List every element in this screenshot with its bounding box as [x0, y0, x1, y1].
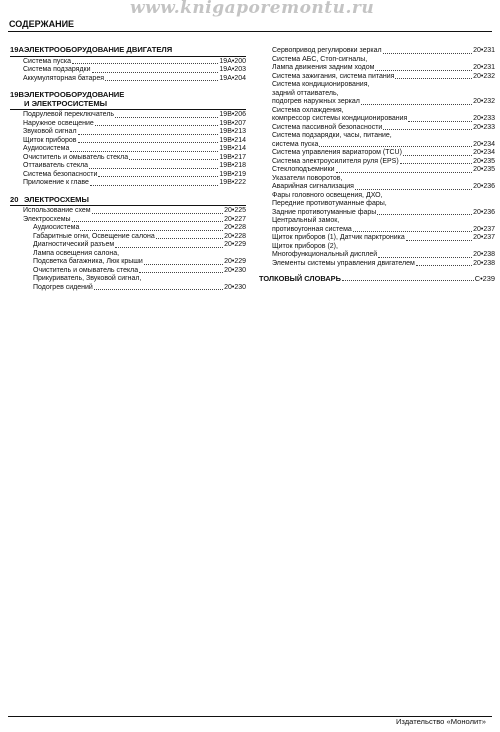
section-19b-title-line2: И ЭЛЕКТРОСИСТЕМЫ: [24, 98, 108, 108]
toc-entry-line: Передние противотуманные фары,: [272, 200, 387, 207]
toc-entry[interactable]: Электросхемы 20•227: [23, 215, 246, 223]
toc-entry[interactable]: Многофункциональный дисплей 20•238: [272, 251, 495, 258]
toc-entry[interactable]: Подогрев сидений 20•230: [33, 283, 246, 291]
toc-entry[interactable]: противоугонная система 20•237: [272, 225, 495, 233]
toc-entry-line: Щиток приборов (2),: [272, 242, 338, 250]
toc-entry[interactable]: Наружное освещение 19В•207: [23, 119, 246, 127]
toc-entry-line: Система АБС, Стоп-сигналы,: [272, 55, 368, 63]
toc-entry-line: Прикуриватель, Звуковой сигнал,: [33, 275, 142, 283]
toc-entry-line: задний оттаиватель,: [272, 89, 339, 97]
toc-entry[interactable]: Аудиосистема 20•228: [33, 224, 246, 232]
toc-entry[interactable]: Звуковой сигнал 19В•213: [23, 128, 246, 136]
toc-entry[interactable]: Подрулевой переключатель 19В•206: [23, 111, 246, 119]
toc-entry-line: Указатели поворотов,: [272, 174, 343, 182]
toc-entry[interactable]: Система пассивной безопасности 20•233: [272, 123, 495, 131]
toc-entry-line: Лампа освещения салона,: [33, 249, 120, 257]
toc-entry[interactable]: подогрев наружных зеркал 20•232: [272, 98, 495, 105]
toc-entry[interactable]: Стеклоподъемники 20•235: [272, 166, 495, 173]
header-divider: [8, 31, 492, 32]
toc-entry[interactable]: Подсветка багажника, Люк крыши 20•229: [33, 258, 246, 266]
toc-entry[interactable]: Щиток приборов 19В•214: [23, 136, 246, 144]
toc-left-column: [10, 46, 246, 292]
toc-entry-line: Центральный замок,: [272, 217, 340, 224]
toc-entry[interactable]: Лампа движения задним ходом 20•231: [272, 64, 495, 71]
section-19b-title: 19ВЭЛЕКТРООБОРУДОВАНИЕ: [10, 90, 125, 100]
toc-entry[interactable]: Система безопасности 19В•219: [23, 170, 246, 178]
toc-entry-glossary[interactable]: ТОЛКОВЫЙ СЛОВАРЬ С•239: [259, 274, 495, 283]
watermark: www.knigaporemontu.ru: [130, 0, 375, 18]
toc-entry[interactable]: Приложение к главе 19В•222: [23, 179, 246, 187]
section-underline: [10, 56, 246, 57]
toc-entry[interactable]: Очиститель и омыватель стекла 19В•217: [23, 153, 246, 161]
publisher-name: Издательство «Монолит»: [395, 717, 486, 726]
toc-right-column: [259, 47, 495, 283]
toc-entry[interactable]: Оттаиватель стекла 19В•218: [23, 162, 246, 170]
toc-entry-line: Система охлаждения,: [272, 106, 344, 114]
toc-entry[interactable]: Щиток приборов (1), Датчик парктроника 20•237: [272, 234, 495, 241]
toc-entry[interactable]: Диагностический разъем 20•229: [33, 241, 246, 249]
toc-entry[interactable]: Система управления вариатором (TCU) 20•234: [272, 149, 495, 156]
toc-entry[interactable]: Аудиосистема 19В•214: [23, 145, 246, 153]
toc-entry[interactable]: Система пуска 19А•200: [23, 57, 246, 65]
toc-entry[interactable]: Система электроусилителя руля (EPS) 20•235: [272, 157, 495, 165]
toc-entry[interactable]: Использование схем 20•225: [23, 207, 246, 215]
toc-entry[interactable]: система пуска 20•234: [272, 140, 495, 148]
toc-entry[interactable]: Система подзарядки 19А•203: [23, 66, 246, 74]
toc-entry[interactable]: Система зажигания, система питания 20•232: [272, 72, 495, 80]
page-title: СОДЕРЖАНИЕ: [9, 19, 75, 29]
section-underline: [10, 205, 246, 206]
toc-entry[interactable]: Элементы системы управления двигателем 20•238: [272, 259, 495, 267]
toc-entry[interactable]: Задние противотуманные фары 20•236: [272, 208, 495, 216]
toc-entry-line: Система подзарядки, часы, питание,: [272, 132, 392, 139]
toc-entry[interactable]: Аккумуляторная батарея 19А•204: [23, 74, 246, 82]
section-19a-title: 19АЭЛЕКТРООБОРУДОВАНИЕ ДВИГАТЕЛЯ: [10, 45, 173, 54]
toc-entry[interactable]: Сервопривод регулировки зеркал 20•231: [272, 47, 495, 54]
toc-entry[interactable]: Аварийная сигнализация 20•236: [272, 183, 495, 190]
toc-entry-line: Фары головного освещения, ДХО,: [272, 191, 383, 199]
toc-entry-line: Система кондиционирования,: [272, 81, 370, 88]
toc-entry[interactable]: Габаритные огни, Освещение салона 20•228: [33, 232, 246, 240]
toc-entry[interactable]: компрессор системы кондиционирования 20•233: [272, 115, 495, 122]
section-20-title: 20 ЭЛЕКТРОСХЕМЫ: [10, 194, 89, 204]
toc-entry[interactable]: Очиститель и омыватель стекла 20•230: [33, 266, 246, 274]
